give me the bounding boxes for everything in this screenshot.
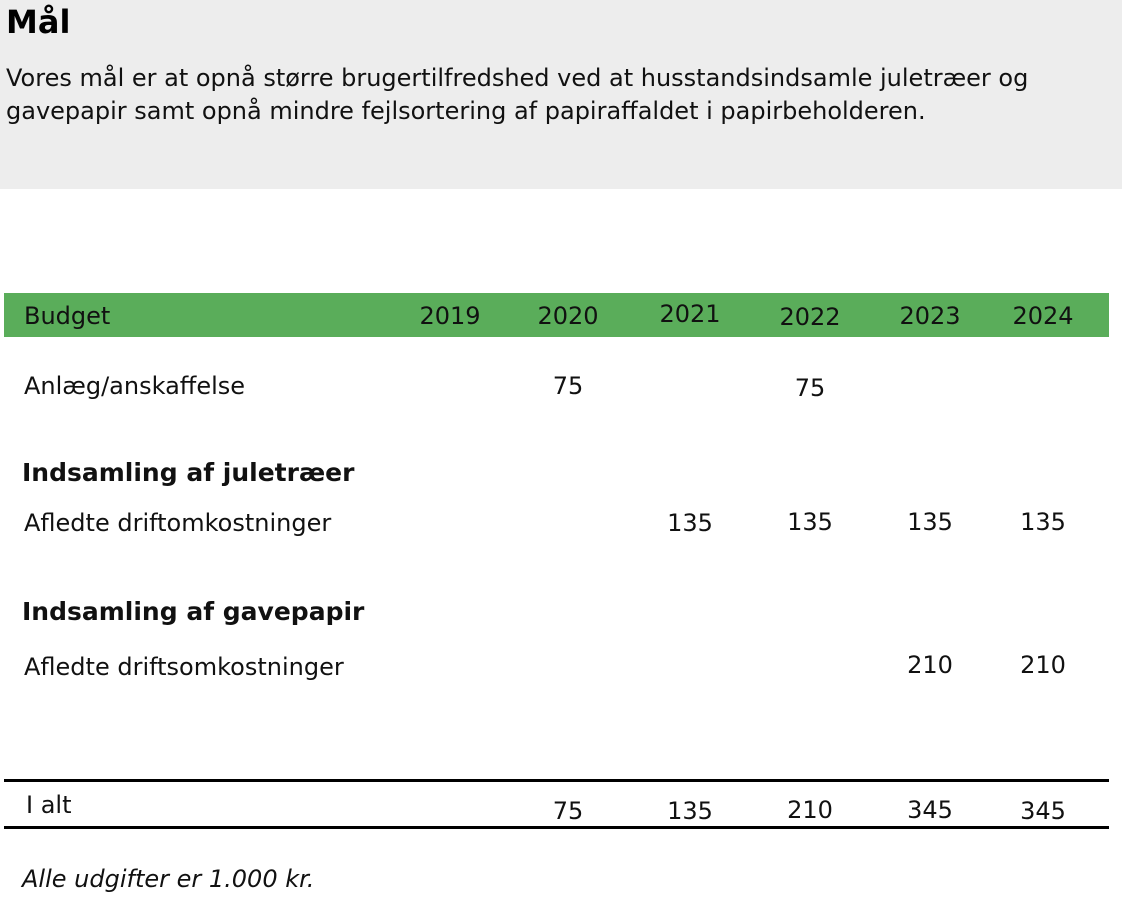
- year-2019: 2019: [419, 302, 481, 330]
- row-afledte-1-2022: 135: [787, 508, 833, 536]
- row-afledte-1-label: Afledte driftomkostninger: [24, 509, 332, 537]
- section-juletraeer: Indsamling af juletræer: [22, 458, 355, 487]
- total-label: I alt: [26, 791, 72, 819]
- section-gavepapir: Indsamling af gavepapir: [22, 597, 365, 626]
- row-anlaeg-2020: 75: [552, 372, 584, 400]
- row-anlaeg-2022: 75: [794, 374, 826, 402]
- total-2020: 75: [552, 797, 584, 825]
- budget-note: Alle udgifter er 1.000 kr.: [22, 865, 315, 893]
- total-2022: 210: [787, 796, 833, 824]
- goal-title: Mål: [6, 3, 71, 41]
- year-2020: 2020: [537, 302, 599, 330]
- row-afledte-2-2023: 210: [907, 651, 953, 679]
- year-2023: 2023: [899, 302, 961, 330]
- row-afledte-2-2024: 210: [1020, 651, 1066, 679]
- row-afledte-2-label: Afledte driftsomkostninger: [24, 653, 344, 681]
- year-2024: 2024: [1012, 302, 1074, 330]
- row-afledte-1-2021: 135: [667, 509, 713, 537]
- total-2023: 345: [907, 796, 953, 824]
- goal-text: Vores mål er at opnå større brugertilfredshed ved at husstandsindsamle juletræer og gavepapir samt opnå mindre fejlsortering af papiraffaldet i papirbeholderen.: [6, 64, 1029, 125]
- total-2021: 135: [667, 797, 713, 825]
- year-2021: 2021: [659, 300, 721, 328]
- year-2022: 2022: [779, 303, 841, 331]
- total-bottom-rule: [4, 826, 1109, 829]
- row-afledte-1-2023: 135: [907, 508, 953, 536]
- row-afledte-1-2024: 135: [1020, 508, 1066, 536]
- goal-box: [0, 0, 1122, 189]
- total-top-rule: [4, 779, 1109, 782]
- budget-header-label: Budget: [24, 302, 111, 330]
- total-2024: 345: [1020, 797, 1066, 825]
- row-anlaeg-label: Anlæg/anskaffelse: [24, 372, 246, 400]
